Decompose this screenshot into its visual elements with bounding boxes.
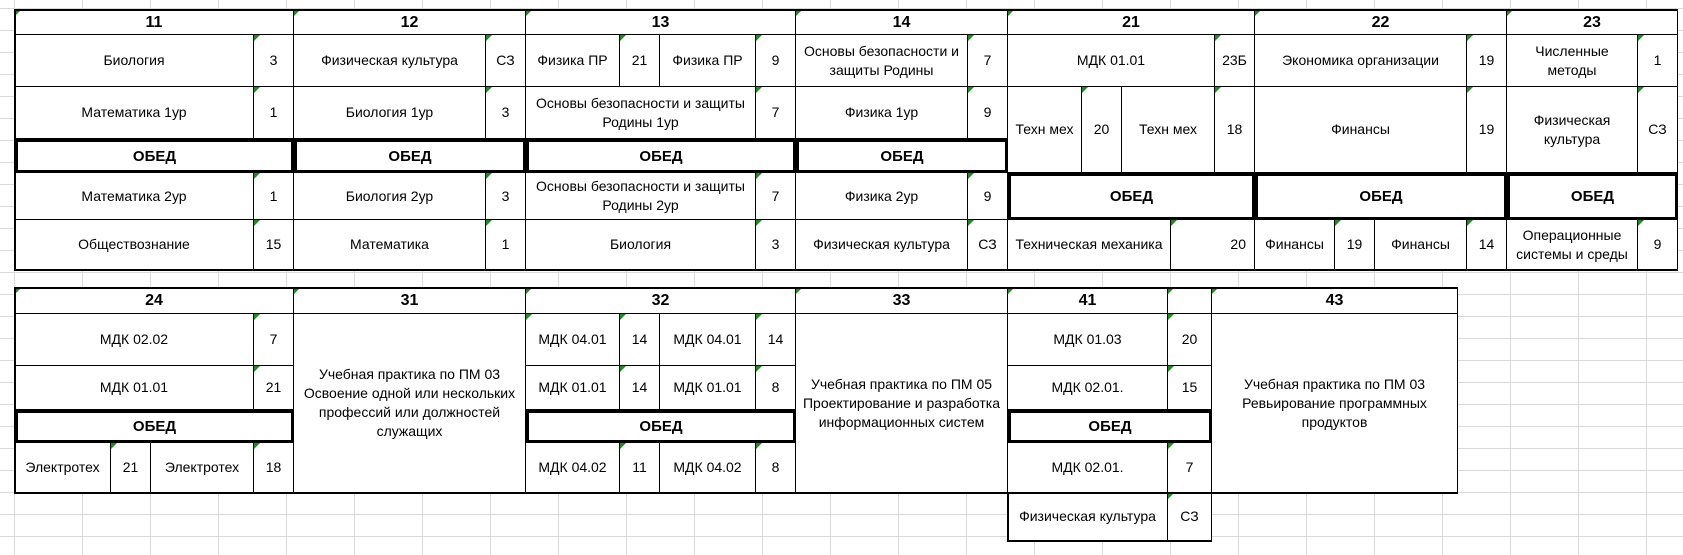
cell-24-r1-room[interactable]: 7 [254,314,294,366]
cell-14-r2-room[interactable]: 9 [968,87,1008,139]
cell-11-r1-room[interactable]: 3 [254,35,294,87]
cell-11-r2-subject[interactable]: Математика 1ур [15,87,254,139]
cell-12-r5-subject[interactable]: Математика [294,220,486,270]
cell-41-r5-subject[interactable]: Физическая культура [1008,493,1168,541]
lunch-23[interactable]: ОБЕД [1507,173,1678,220]
cell-14-r5-room[interactable]: СЗ [968,220,1008,270]
cell-21-r1-subject[interactable]: МДК 01.01 [1008,35,1215,87]
group-header-13[interactable]: 13 [526,10,796,35]
lunch-12[interactable]: ОБЕД [294,139,526,173]
cell-32-r4a-room[interactable]: 11 [620,443,660,493]
cell-23-r1-room[interactable]: 1 [1638,35,1678,87]
cell-23-r5-room[interactable]: 9 [1638,220,1678,270]
cell-24-r1-subject[interactable]: МДК 02.02 [15,314,254,366]
cell-33-practice[interactable]: Учебная практика по ПМ 05 Проектирование и разработка информационных систем [796,314,1008,493]
cell-22-r5a-subject[interactable]: Финансы [1255,220,1335,270]
cell-13-r1b-subject[interactable]: Физика ПР [660,35,756,87]
cell-24-r4a-room[interactable]: 21 [111,443,151,493]
cell-14-r5-subject[interactable]: Физическая культура [796,220,968,270]
lunch-11[interactable]: ОБЕД [15,139,294,173]
cell-21-r5-room[interactable]: 20 [1171,220,1255,270]
lunch-41[interactable]: ОБЕД [1008,410,1212,443]
cell-13-r5-room[interactable]: 3 [756,220,796,270]
cell-22-r5b-subject[interactable]: Финансы [1375,220,1467,270]
cell-13-r1a-room[interactable]: 21 [620,35,660,87]
group-header-43[interactable]: 43 [1212,288,1458,314]
cell-11-r4-room[interactable]: 1 [254,173,294,220]
cell-11-r4-subject[interactable]: Математика 2ур [15,173,254,220]
cell-41-r2-room[interactable]: 15 [1168,366,1212,410]
cell-31-practice[interactable]: Учебная практика по ПМ 03 Освоение одной или нескольких профессий или должностей служащих [294,314,526,493]
cell-22-r5b-room[interactable]: 14 [1467,220,1507,270]
cell-12-r1-room[interactable]: СЗ [486,35,526,87]
group-header-31[interactable]: 31 [294,288,526,314]
group-header-33[interactable]: 33 [796,288,1008,314]
cell-13-r4-room[interactable]: 7 [756,173,796,220]
cell-11-r2-room[interactable]: 1 [254,87,294,139]
cell-14-r1-room[interactable]: 7 [968,35,1008,87]
cell-32-r2a-subject[interactable]: МДК 01.01 [526,366,620,410]
group-header-23[interactable]: 23 [1507,10,1678,35]
cell-32-r4a-subject[interactable]: МДК 04.02 [526,443,620,493]
cell-22-r2-room[interactable]: 19 [1467,87,1507,173]
cell-41-r1-room[interactable]: 20 [1168,314,1212,366]
cell-22-r1-subject[interactable]: Экономика организации [1255,35,1467,87]
cell-13-r2-subject[interactable]: Основы безопасности и защиты Родины 1ур [526,87,756,139]
cell-32-r2b-room[interactable]: 8 [756,366,796,410]
lunch-32[interactable]: ОБЕД [526,410,796,443]
cell-14-r4-room[interactable]: 9 [968,173,1008,220]
cell-21-r2b-room[interactable]: 18 [1215,87,1255,173]
cell-11-r5-room[interactable]: 15 [254,220,294,270]
cell-43-practice[interactable]: Учебная практика по ПМ 03 Ревьирование программных продуктов [1212,314,1458,493]
cell-22-r2-subject[interactable]: Финансы [1255,87,1467,173]
cell-23-r2-room[interactable]: СЗ [1638,87,1678,173]
cell-14-r2-subject[interactable]: Физика 1ур [796,87,968,139]
cell-24-r4b-subject[interactable]: Электротех [151,443,254,493]
cell-13-r1a-subject[interactable]: Физика ПР [526,35,620,87]
cell-13-r5-subject[interactable]: Биология [526,220,756,270]
cell-21-r1-room[interactable]: 23Б [1215,35,1255,87]
cell-23-r1-subject[interactable]: Численные методы [1507,35,1638,87]
group-header-41[interactable]: 41 [1008,288,1168,314]
cell-22-r1-room[interactable]: 19 [1467,35,1507,87]
cell-12-r2-subject[interactable]: Биология 1ур [294,87,486,139]
cell-41-r1-subject[interactable]: МДК 01.03 [1008,314,1168,366]
group-header-22[interactable]: 22 [1255,10,1507,35]
cell-13-r2-room[interactable]: 7 [756,87,796,139]
cell-12-r4-room[interactable]: 3 [486,173,526,220]
cell-12-r1-subject[interactable]: Физическая культура [294,35,486,87]
cell-21-r2b-subject[interactable]: Техн мех [1122,87,1215,173]
cell-11-r5-subject[interactable]: Обществознание [15,220,254,270]
lunch-13[interactable]: ОБЕД [526,139,796,173]
cell-32-r2b-subject[interactable]: МДК 01.01 [660,366,756,410]
lunch-14[interactable]: ОБЕД [796,139,1008,173]
lunch-21[interactable]: ОБЕД [1008,173,1255,220]
cell-32-r4b-subject[interactable]: МДК 04.02 [660,443,756,493]
cell-41-r4-subject[interactable]: МДК 02.01. [1008,443,1168,493]
cell-24-r4b-room[interactable]: 18 [254,443,294,493]
cell-24-r2-room[interactable]: 21 [254,366,294,410]
cell-23-r2-subject[interactable]: Физическая культура [1507,87,1638,173]
group-header-12[interactable]: 12 [294,10,526,35]
cell-32-r1a-room[interactable]: 14 [620,314,660,366]
cell-41-r5-room[interactable]: СЗ [1168,493,1212,541]
cell-24-r4a-subject[interactable]: Электротех [15,443,111,493]
cell-21-r2a-subject[interactable]: Техн мех [1008,87,1082,173]
cell-41-r4-room[interactable]: 7 [1168,443,1212,493]
group-header-32[interactable]: 32 [526,288,796,314]
cell-32-r1b-room[interactable]: 14 [756,314,796,366]
cell-21-r5-subject[interactable]: Техническая механика [1008,220,1171,270]
cell-32-r2a-room[interactable]: 14 [620,366,660,410]
cell-13-r4-subject[interactable]: Основы безопасности и защиты Родины 2ур [526,173,756,220]
cell-14-r4-subject[interactable]: Физика 2ур [796,173,968,220]
lunch-24[interactable]: ОБЕД [15,410,294,443]
group-header-11[interactable]: 11 [15,10,294,35]
group-header-21[interactable]: 21 [1008,10,1255,35]
cell-11-r1-subject[interactable]: Биология [15,35,254,87]
cell-24-r2-subject[interactable]: МДК 01.01 [15,366,254,410]
cell-23-r5-subject[interactable]: Операционные системы и среды [1507,220,1638,270]
cell-14-r1-subject[interactable]: Основы безопасности и защиты Родины [796,35,968,87]
group-header-41-room [1168,288,1212,314]
cell-32-r1a-subject[interactable]: МДК 04.01 [526,314,620,366]
group-header-14[interactable]: 14 [796,10,1008,35]
cell-21-r2a-room[interactable]: 20 [1082,87,1122,173]
cell-22-r5a-room[interactable]: 19 [1335,220,1375,270]
group-header-24[interactable]: 24 [15,288,294,314]
lunch-22[interactable]: ОБЕД [1255,173,1507,220]
cell-32-r4b-room[interactable]: 8 [756,443,796,493]
cell-32-r1b-subject[interactable]: МДК 04.01 [660,314,756,366]
cell-13-r1b-room[interactable]: 9 [756,35,796,87]
cell-41-r2-subject[interactable]: МДК 02.01. [1008,366,1168,410]
cell-12-r5-room[interactable]: 1 [486,220,526,270]
cell-12-r2-room[interactable]: 3 [486,87,526,139]
cell-12-r4-subject[interactable]: Биология 2ур [294,173,486,220]
